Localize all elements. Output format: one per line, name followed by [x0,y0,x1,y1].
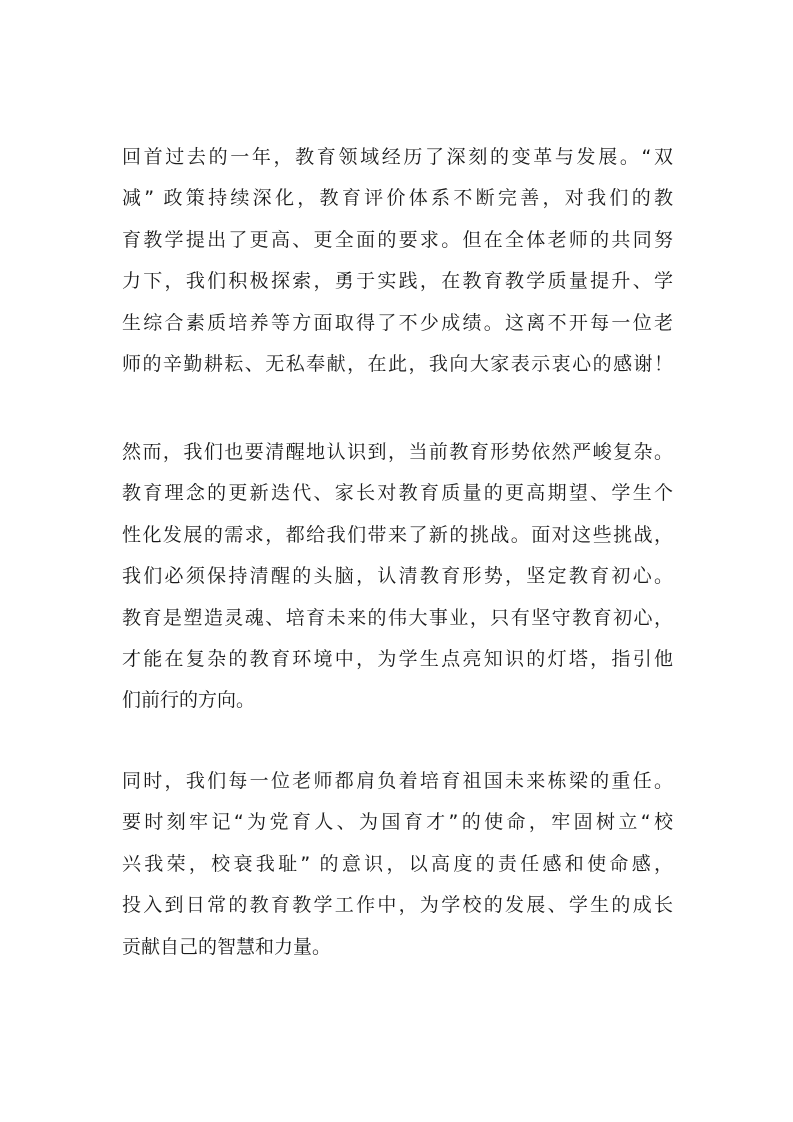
text-line: 兴我荣，校衰我耻” 的意识，以高度的责任感和使命感， [122,852,673,875]
text-line: 然而，我们也要清醒地认识到，当前教育形势依然严峻复杂。 [122,441,673,463]
text-line: 育教学提出了更高、更全面的要求。但在全体老师的共同努 [122,228,673,251]
text-line: 要时刻牢记“为党育人、为国育才”的使命，牢固树立“校 [122,811,673,834]
paragraph-current-challenges [122,432,673,722]
text-line: 减” 政策持续深化，教育评价体系不断完善，对我们的教 [122,187,673,210]
paragraph-teacher-responsibility [122,761,673,968]
text-line: 师的辛勤耕耘、无私奉献，在此，我向大家表示衷心的感谢！ [122,352,673,375]
text-line: 同时，我们每一位老师都肩负着培育祖国未来栋梁的重任。 [122,770,673,792]
text-line: 才能在复杂的教育环境中，为学生点亮知识的灯塔，指引他 [122,647,673,670]
text-line: 教育理念的更新迭代、家长对教育质量的更高期望、学生个 [122,482,673,505]
paragraph-review-past-year [122,137,673,385]
text-line: 生综合素质培养等方面取得了不少成绩。这离不开每一位老 [122,311,673,334]
text-line: 们前行的方向。 [122,689,256,712]
text-line: 投入到日常的教育教学工作中，为学校的发展、学生的成长 [122,894,673,917]
text-line: 教育是塑造灵魂、培育未来的伟大事业，只有坚守教育初心， [122,606,673,629]
text-line: 贡献自己的智慧和力量。 [122,935,332,958]
text-line: 力下，我们积极探索，勇于实践，在教育教学质量提升、学 [122,270,673,293]
text-line: 性化发展的需求，都给我们带来了新的挑战。面对这些挑战， [122,523,673,546]
text-line: 我们必须保持清醒的头脑，认清教育形势，坚定教育初心。 [122,565,673,588]
text-line: 回首过去的一年，教育领域经历了深刻的变革与发展。“双 [122,146,673,168]
